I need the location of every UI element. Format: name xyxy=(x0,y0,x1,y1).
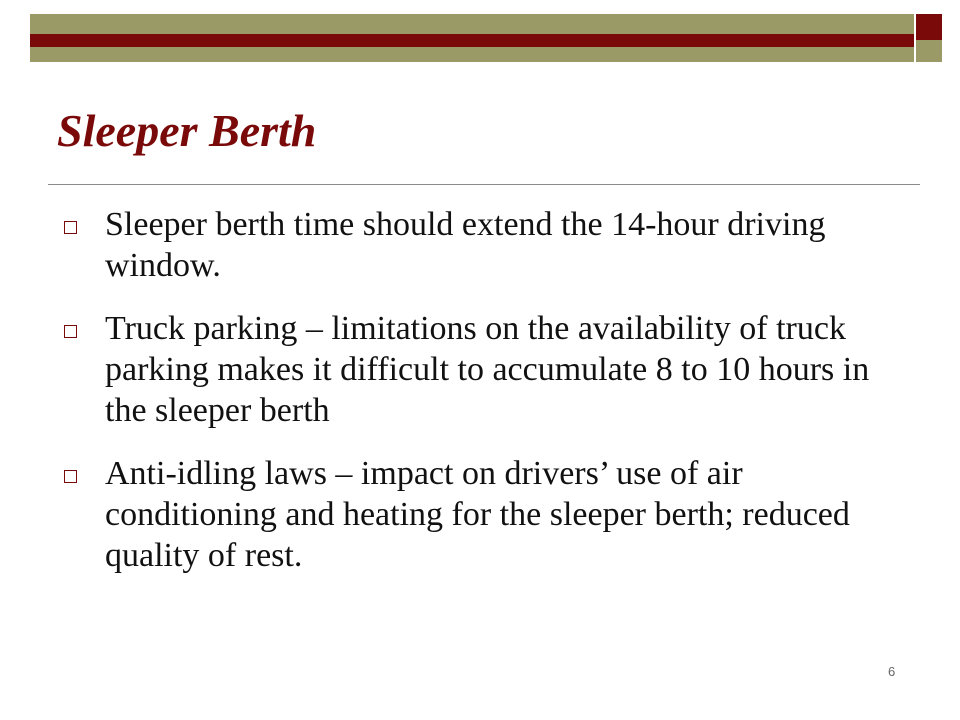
top-red-stripe xyxy=(30,34,914,47)
corner-square-red xyxy=(916,14,942,40)
bullet-text: Anti-idling laws – impact on drivers’ use of air conditioning and heating for the sleeper berth; reduced quality of rest. xyxy=(105,455,850,574)
bullet-item xyxy=(62,204,912,286)
bullet-item xyxy=(62,308,912,431)
bullet-text: Truck parking – limitations on the availability of truck parking makes it difficult to accumulate 8 to 10 hours in the sleeper berth xyxy=(105,310,870,429)
page-number: 6 xyxy=(888,664,896,679)
hollow-square-bullet-icon xyxy=(64,470,77,483)
title-divider xyxy=(48,184,920,185)
bullet-list xyxy=(62,204,912,598)
corner-square-olive xyxy=(916,40,942,62)
bullet-text: Sleeper berth time should extend the 14-hour driving window. xyxy=(105,206,826,284)
hollow-square-bullet-icon xyxy=(64,325,77,338)
hollow-square-bullet-icon xyxy=(64,221,77,234)
bullet-item xyxy=(62,453,912,576)
slide-title: Sleeper Berth xyxy=(57,105,317,156)
top-decorative-band xyxy=(30,14,914,62)
